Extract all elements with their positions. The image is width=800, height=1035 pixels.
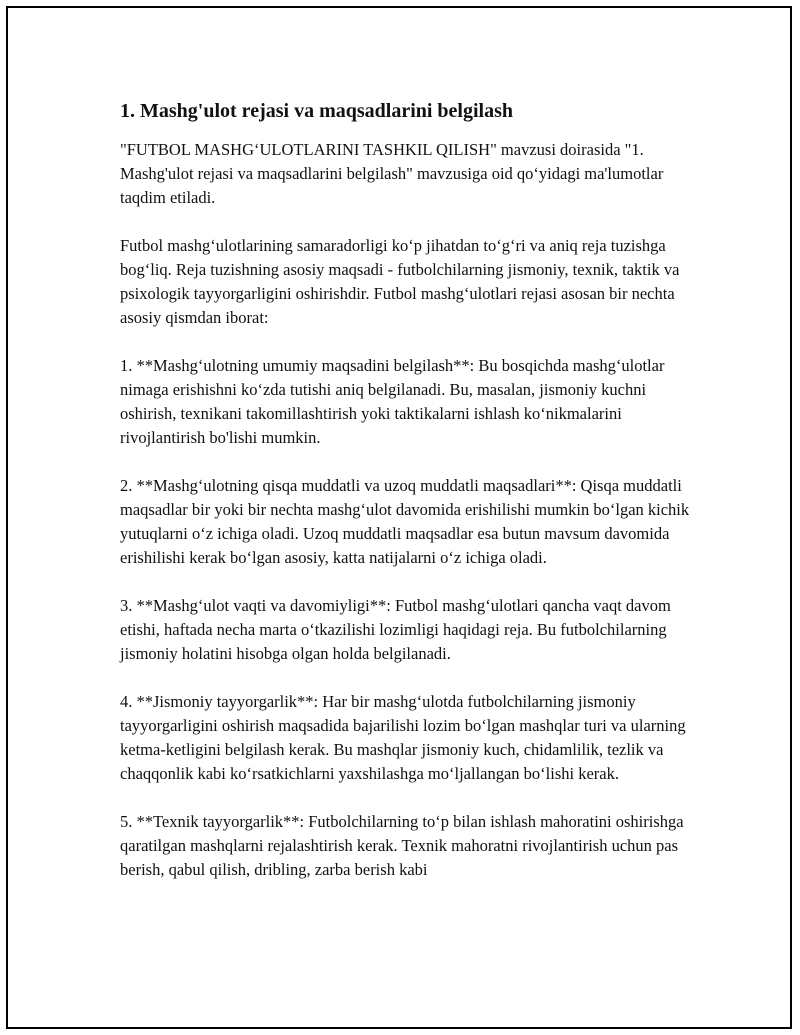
page-frame	[6, 6, 792, 1029]
list-item-1: 1. **Mashgʻulotning umumiy maqsadini belgilash**: Bu bosqichda mashgʻulotlar nimaga erishishni koʻzda tutishi aniq belgilanadi. Bu, masalan, jismoniy kuchni oshirish, texnikani takomillashtirish yoki taktikalarni ishlash koʻnikmalarini rivojlantirish bo'lishi mumkin.	[120, 356, 665, 447]
document-body	[120, 98, 700, 906]
overview-paragraph: Futbol mashgʻulotlarining samaradorligi koʻp jihatdan toʻgʻri va aniq reja tuzishga bogʻliq. Reja tuzishning asosiy maqsadi - futbolchilarning jismoniy, texnik, taktik va psixologik tayyorgarligini oshirishdir. Futbol mashgʻulotlari rejasi asosan bir nechta asosiy qismdan iborat:	[120, 236, 680, 327]
list-item-4: 4. **Jismoniy tayyorgarlik**: Har bir mashgʻulotda futbolchilarning jismoniy tayyorgarligini oshirish maqsadida bajarilishi lozim boʻlgan mashqlar turi va ularning ketma-ketligini belgilash kerak. Bu mashqlar jismoniy kuch, chidamlilik, tezlik va chaqqonlik kabi koʻrsatkichlarni yaxshilashga moʻljallangan boʻlishi kerak.	[120, 692, 686, 783]
list-item-3: 3. **Mashgʻulot vaqti va davomiyligi**: Futbol mashgʻulotlari qancha vaqt davom etishi, haftada necha marta oʻtkazilishi lozimligi haqidagi reja. Bu futbolchilarning jismoniy holatini hisobga olgan holda belgilanadi.	[120, 596, 671, 663]
list-item-5: 5. **Texnik tayyorgarlik**: Futbolchilarning toʻp bilan ishlash mahoratini oshirishga qaratilgan mashqlarni rejalashtirish kerak. Texnik mahoratni rivojlantirish uchun pas berish, qabul qilish, dribling, zarba berish kabi	[120, 812, 684, 879]
document-title: 1. Mashg'ulot rejasi va maqsadlarini belgilash	[120, 100, 514, 122]
list-item-2: 2. **Mashgʻulotning qisqa muddatli va uzoq muddatli maqsadlari**: Qisqa muddatli maqsadlar bir yoki bir nechta mashgʻulot davomida erishilishi mumkin boʻlgan kichik yutuqlarni oʻz ichiga oladi. Uzoq muddatli maqsadlar esa butun mavsum davomida erishilishi kerak boʻlgan asosiy, katta natijalarni oʻz ichiga oladi.	[120, 476, 690, 567]
intro-paragraph: "FUTBOL MASHGʻULOTLARINI TASHKIL QILISH" mavzusi doirasida "1. Mashg'ulot rejasi va maqsadlarini belgilash" mavzusiga oid qoʻyidagi ma'lumotlar taqdim etiladi.	[120, 140, 664, 207]
